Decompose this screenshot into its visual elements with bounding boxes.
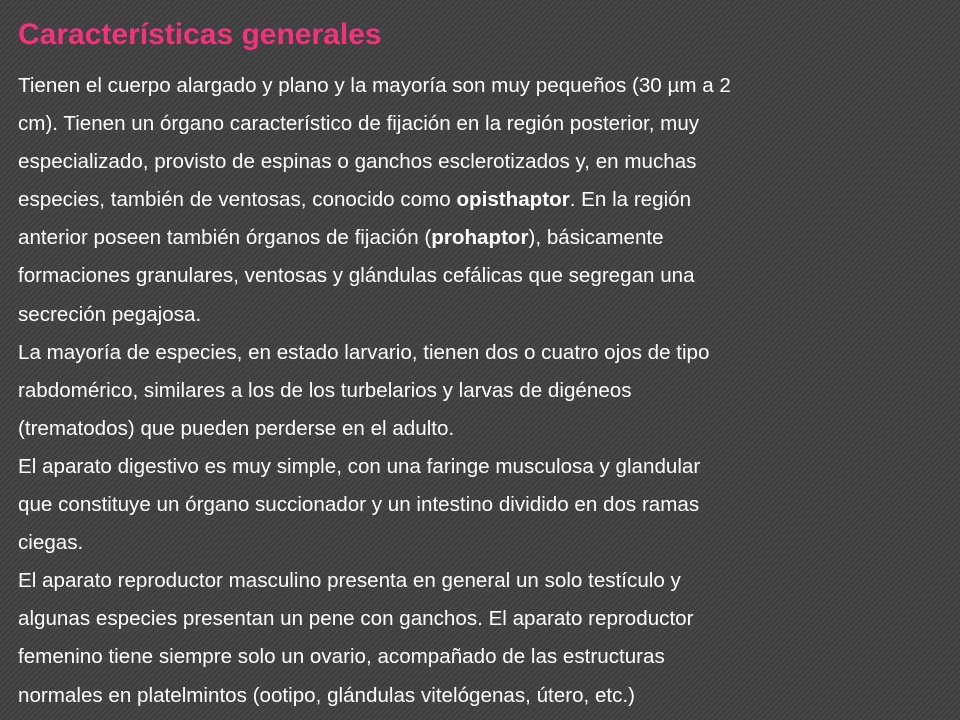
paragraph-general-morphology	[18, 67, 948, 334]
text-line	[18, 219, 948, 257]
slide-body	[18, 67, 948, 715]
slide-title: Características generales	[18, 18, 382, 51]
text-line: normales en platelmintos (ootipo, glándulas vitelógenas, útero, etc.)	[18, 683, 636, 707]
text-line: La mayoría de especies, en estado larvario, tienen dos o cuatro ojos de tipo	[18, 340, 710, 364]
text-line: El aparato digestivo es muy simple, con una faringe musculosa y glandular	[18, 454, 701, 478]
text-line: El aparato reproductor masculino presenta en general un solo testículo y	[18, 569, 681, 593]
paragraph-larval-eyes	[18, 334, 948, 448]
text-line: especializado, provisto de espinas o ganchos esclerotizados y, en muchas	[18, 150, 697, 174]
text-line: ciegas.	[18, 531, 84, 555]
text-line: femenino tiene siempre solo un ovario, acompañado de las estructuras	[18, 645, 665, 669]
text-line	[18, 181, 948, 219]
text-segment: anterior poseen también órganos de fijación (	[18, 226, 432, 250]
text-line: algunas especies presentan un pene con ganchos. El aparato reproductor	[18, 607, 694, 631]
term-opisthaptor: opisthaptor	[456, 188, 570, 212]
text-line: secreción pegajosa.	[18, 302, 202, 326]
text-line: que constituye un órgano succionador y un intestino dividido en dos ramas	[18, 493, 700, 517]
paragraph-reproductive-system	[18, 562, 948, 714]
text-line: formaciones granulares, ventosas y glándulas cefálicas que segregan una	[18, 264, 695, 288]
term-prohaptor: prohaptor	[431, 226, 529, 250]
text-line: rabdomérico, similares a los de los turbelarios y larvas de digéneos	[18, 378, 632, 402]
paragraph-digestive-system	[18, 448, 948, 562]
text-segment: especies, también de ventosas, conocido como	[18, 188, 457, 212]
text-line: (trematodos) que pueden perderse en el adulto.	[18, 416, 455, 440]
text-line: Tienen el cuerpo alargado y plano y la mayoría son muy pequeños (30 µm a 2	[18, 74, 731, 97]
text-segment: ), básicamente	[528, 226, 664, 250]
text-segment: . En la región	[569, 188, 692, 212]
text-line: cm). Tienen un órgano característico de fijación en la región posterior, muy	[18, 112, 700, 136]
